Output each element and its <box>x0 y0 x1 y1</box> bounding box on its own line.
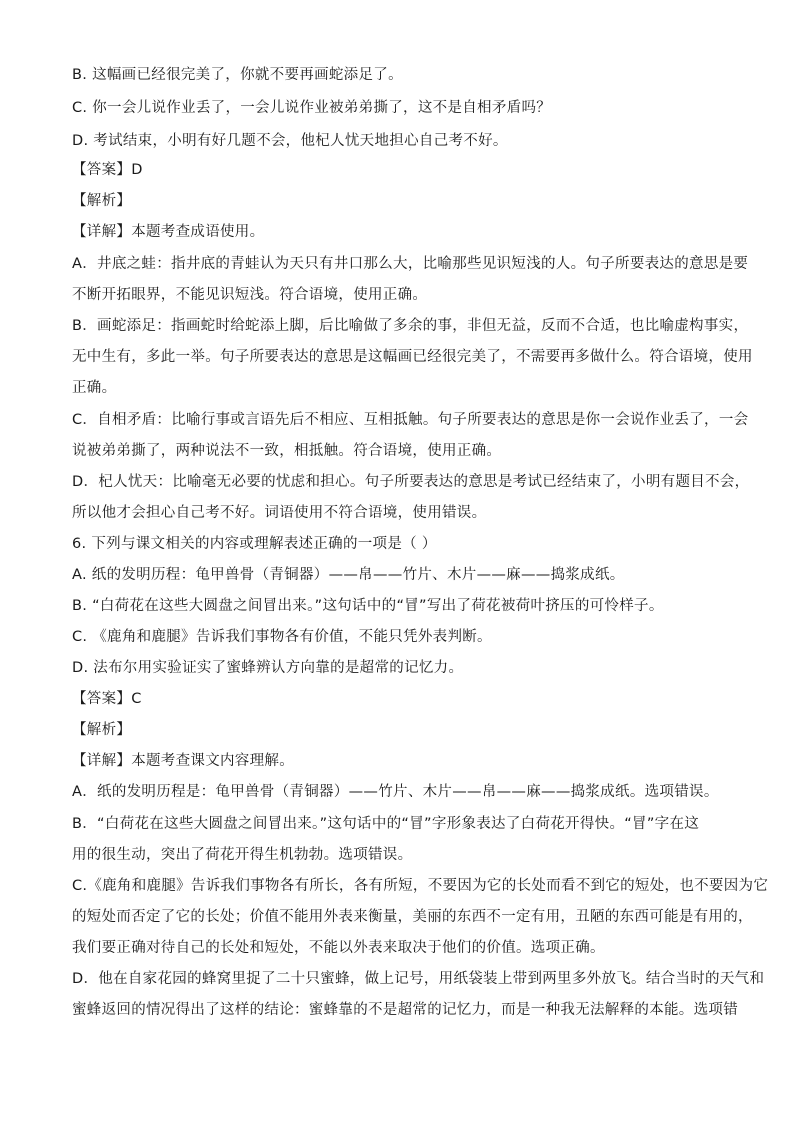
question-6-option-d: D. 法布尔用实验证实了蜜蜂辨认方向靠的是超常的记忆力。 <box>72 660 464 676</box>
analysis-label-2: 【解析】 <box>72 722 132 738</box>
explanation-6c-line-1: C.《鹿角和鹿腿》告诉我们事物各有所长，各有所短，不要因为它的长处而看不到它的短处，也不要因为它 <box>72 878 769 894</box>
explanation-6b-line-1: B．“白荷花在这些大圆盘之间冒出来。”这句话中的“冒”字形象表达了白荷花开得快。“冒”字在这 <box>72 816 700 832</box>
explanation-b-line-1: B．画蛇添足：指画蛇时给蛇添上脚，后比喻做了多余的事，非但无益，反而不合适，也比喻虚构事实， <box>72 318 749 334</box>
explanation-d-line-1: D．杞人忧天：比喻毫无必要的忧虑和担心。句子所要表达的意思是考试已经结束了，小明有题目不会， <box>72 474 750 490</box>
question-6-stem: 6. 下列与课文相关的内容或理解表述正确的一项是（ ） <box>72 536 437 552</box>
explanation-a-line-2: 不断开拓眼界，不能见识短浅。符合语境，使用正确。 <box>72 287 428 303</box>
analysis-label: 【解析】 <box>72 193 132 209</box>
explanation-6b-line-2: 用的很生动，突出了荷花开得生机勃勃。选项错误。 <box>72 847 413 863</box>
explanation-d-line-2: 所以他才会担心自己考不好。词语使用不符合语境，使用错误。 <box>72 505 487 521</box>
question-6-option-a: A. 纸的发明历程：龟甲兽骨（青铜器）——帛——竹片、木片——麻——捣浆成纸。 <box>72 567 625 583</box>
question-6-option-b: B. “白荷花在这些大圆盘之间冒出来。”这句话中的“冒”写出了荷花被荷叶挤压的可怜样子。 <box>72 598 664 614</box>
explanation-6d-line-1: D．他在自家花园的蜂窝里捉了二十只蜜蜂，做上记号，用纸袋装上带到两里多外放飞。结合当时的天气和 <box>72 971 765 987</box>
explanation-b-line-3: 正确。 <box>72 380 117 396</box>
detail-label: 【详解】本题考查成语使用。 <box>72 224 265 240</box>
detail-label-2: 【详解】本题考查课文内容理解。 <box>72 753 294 769</box>
option-b-line: B. 这幅画已经很完美了，你就不要再画蛇添足了。 <box>72 67 403 83</box>
explanation-6d-line-2: 蜜蜂返回的情况得出了这样的结论：蜜蜂靠的不是超常的记忆力，而是一种我无法解释的本能。选项错 <box>72 1002 738 1018</box>
explanation-6c-line-2: 的短处而否定了它的长处；价值不能用外表来衡量，美丽的东西不一定有用，丑陋的东西可能是有用的， <box>72 909 753 925</box>
answer-label: 【答案】D <box>72 162 143 178</box>
explanation-6a-line: A．纸的发明历程是：龟甲兽骨（青铜器）——竹片、木片——帛——麻——捣浆成纸。选项错误。 <box>72 784 719 800</box>
answer-label-2: 【答案】C <box>72 691 142 707</box>
explanation-a-line-1: A．井底之蛙：指井底的青蛙认为天只有井口那么大，比喻那些见识短浅的人。句子所要表达的意思是要 <box>72 256 749 272</box>
explanation-c-line-2: 说被弟弟撕了，两种说法不一致，相抵触。符合语境，使用正确。 <box>72 443 502 459</box>
question-6-option-c: C. 《鹿角和鹿腿》告诉我们事物各有价值，不能只凭外表判断。 <box>72 629 492 645</box>
option-c-line: C. 你一会儿说作业丢了，一会儿说作业被弟弟撕了，这不是自相矛盾吗？ <box>72 100 552 116</box>
explanation-6c-line-3: 我们要正确对待自己的长处和短处，不能以外表来取决于他们的价值。选项正确。 <box>72 940 605 956</box>
explanation-c-line-1: C．自相矛盾：比喻行事或言语先后不相应、互相抵触。句子所要表达的意思是你一会说作业丢了，一会 <box>72 412 749 428</box>
option-d-line: D. 考试结束，小明有好几题不会，他杞人忧天地担心自己考不好。 <box>72 133 508 149</box>
explanation-b-line-2: 无中生有，多此一举。句子所要表达的意思是这幅画已经很完美了，不需要再多做什么。符合语境，使用 <box>72 349 753 365</box>
